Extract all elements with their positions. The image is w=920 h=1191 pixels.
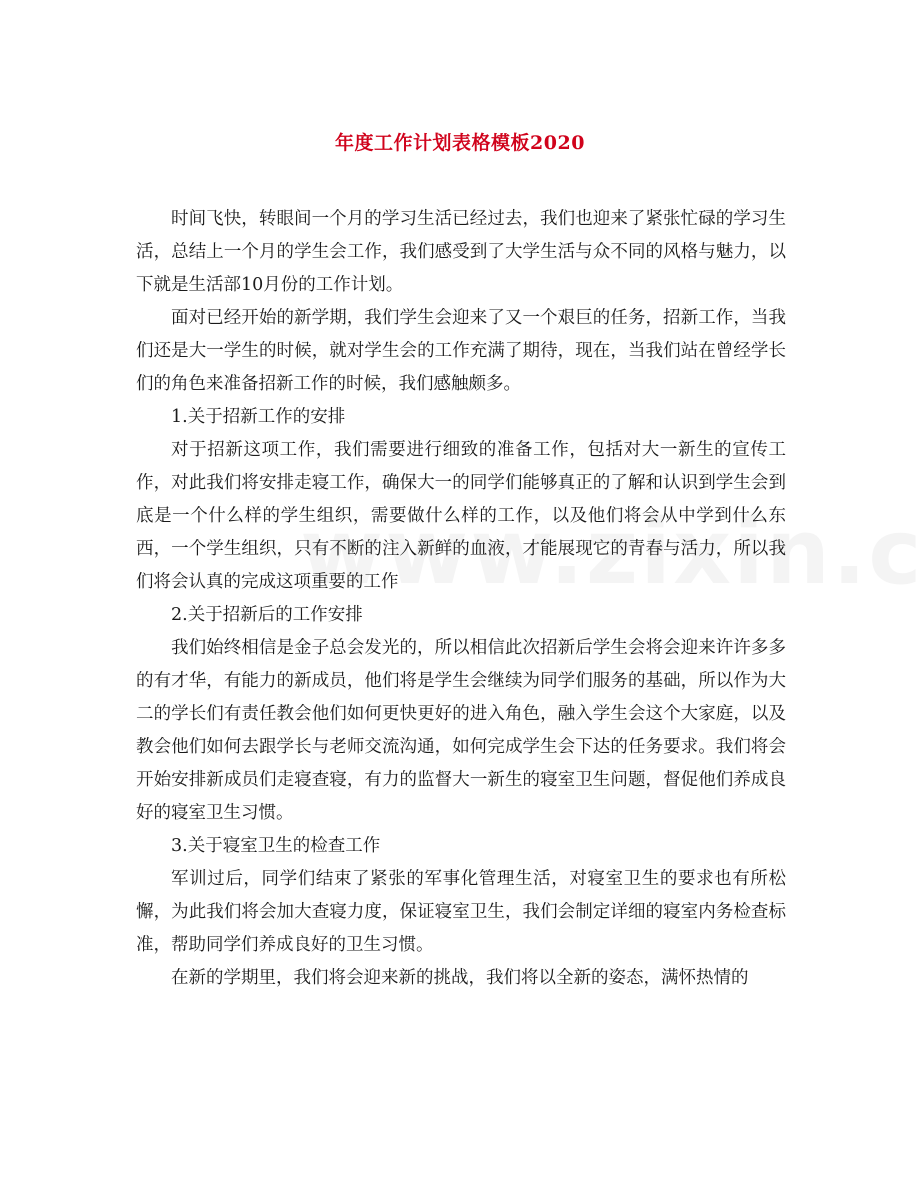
paragraph-new-semester: 面对已经开始的新学期，我们学生会迎来了又一个艰巨的任务，招新工作，当我们还是大一学生的时候，就对学生会的工作充满了期待，现在，当我们站在曾经学长们的角色来准备招新工作的时候，我们感触颇多。 [136,308,786,394]
section-heading-3: 3.关于寝室卫生的检查工作 [171,836,381,856]
document-body [136,203,786,995]
section-heading-1: 1.关于招新工作的安排 [171,407,346,427]
section-heading-2: 2.关于招新后的工作安排 [171,605,363,625]
paragraph-section-2: 我们始终相信是金子总会发光的，所以相信此次招新后学生会将会迎来许许多多的有才华，有能力的新成员，他们将是学生会继续为同学们服务的基础，所以作为大二的学长们有责任教会他们如何更快更好的进入角色，融入学生会这个大家庭，以及教会他们如何去跟学长与老师交流沟通，如何完成学生会下达的任务要求。我们将会开始安排新成员们走寝查寝，有力的监督大一新生的寝室卫生问题，督促他们养成良好的寝室卫生习惯。 [136,638,786,823]
document-title: 年度工作计划表格模板2020 [335,132,585,154]
paragraph-section-1: 对于招新这项工作，我们需要进行细致的准备工作，包括对大一新生的宣传工作，对此我们将安排走寝工作，确保大一的同学们能够真正的了解和认识到学生会到底是一个什么样的学生组织，需要做什么样的工作，以及他们将会从中学到什么东西，一个学生组织，只有不断的注入新鲜的血液，才能展现它的青春与活力，所以我们将会认真的完成这项重要的工作 [136,440,786,592]
paragraph-closing: 在新的学期里，我们将会迎来新的挑战，我们将以全新的姿态，满怀热情的 [171,968,749,988]
paragraph-intro: 时间飞快，转眼间一个月的学习生活已经过去，我们也迎来了紧张忙碌的学习生活，总结上一个月的学生会工作，我们感受到了大学生活与众不同的风格与魅力，以下就是生活部10月份的工作计划。 [136,209,786,295]
paragraph-section-3: 军训过后，同学们结束了紧张的军事化管理生活，对寝室卫生的要求也有所松懈，为此我们将会加大查寝力度，保证寝室卫生，我们会制定详细的寝室内务检查标准，帮助同学们养成良好的卫生习惯。 [136,869,786,955]
